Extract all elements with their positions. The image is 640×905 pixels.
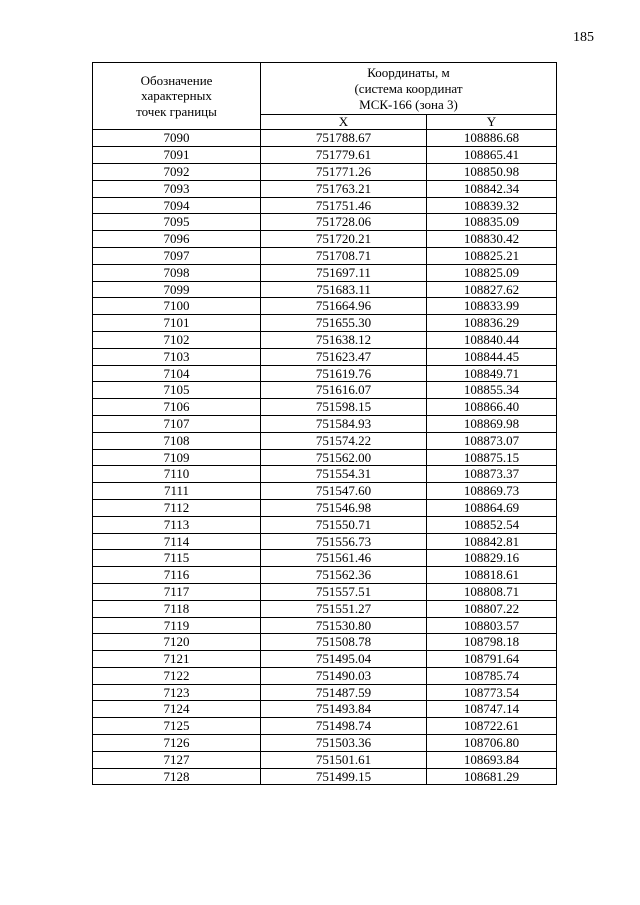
y-coordinate-cell: 108833.99 [427, 298, 557, 315]
point-id-cell: 7096 [93, 231, 261, 248]
table-row [93, 264, 557, 281]
x-coordinate-cell: 751616.07 [261, 382, 427, 399]
x-coordinate-cell: 751546.98 [261, 499, 427, 516]
x-coordinate-cell: 751498.74 [261, 718, 427, 735]
table-row [93, 180, 557, 197]
point-id-cell: 7107 [93, 415, 261, 432]
table-row [93, 348, 557, 365]
y-coordinate-cell: 108842.81 [427, 533, 557, 550]
y-coordinate-cell: 108747.14 [427, 701, 557, 718]
table-row [93, 466, 557, 483]
table-row [93, 483, 557, 500]
point-id-cell: 7092 [93, 163, 261, 180]
table-row [93, 298, 557, 315]
table-row [93, 516, 557, 533]
point-id-cell: 7106 [93, 399, 261, 416]
point-id-cell: 7109 [93, 449, 261, 466]
x-coordinate-cell: 751683.11 [261, 281, 427, 298]
y-coordinate-cell: 108840.44 [427, 331, 557, 348]
x-coordinate-cell: 751771.26 [261, 163, 427, 180]
y-coordinate-cell: 108873.37 [427, 466, 557, 483]
table-row [93, 315, 557, 332]
x-coordinate-cell: 751503.36 [261, 735, 427, 752]
table-row [93, 214, 557, 231]
y-coordinate-cell: 108849.71 [427, 365, 557, 382]
x-coordinate-cell: 751487.59 [261, 684, 427, 701]
x-coordinate-cell: 751697.11 [261, 264, 427, 281]
point-id-cell: 7123 [93, 684, 261, 701]
table-row [93, 130, 557, 147]
point-id-cell: 7097 [93, 247, 261, 264]
y-coordinate-cell: 108706.80 [427, 735, 557, 752]
y-coordinate-cell: 108855.34 [427, 382, 557, 399]
header-point-designation: Обозначение характерных точек границы [93, 63, 261, 130]
point-id-cell: 7128 [93, 768, 261, 785]
x-coordinate-cell: 751584.93 [261, 415, 427, 432]
point-id-cell: 7117 [93, 583, 261, 600]
point-id-cell: 7098 [93, 264, 261, 281]
x-coordinate-cell: 751550.71 [261, 516, 427, 533]
point-id-cell: 7105 [93, 382, 261, 399]
table-row [93, 197, 557, 214]
table-row [93, 231, 557, 248]
x-coordinate-cell: 751556.73 [261, 533, 427, 550]
header-coordinates: Координаты, м (система координат МСК-166 (зона 3) [261, 63, 557, 115]
x-coordinate-cell: 751490.03 [261, 667, 427, 684]
point-id-cell: 7122 [93, 667, 261, 684]
point-id-cell: 7120 [93, 634, 261, 651]
point-id-cell: 7090 [93, 130, 261, 147]
y-coordinate-cell: 108852.54 [427, 516, 557, 533]
page-number: 185 [573, 30, 594, 45]
x-coordinate-cell: 751788.67 [261, 130, 427, 147]
table-row [93, 583, 557, 600]
point-id-cell: 7119 [93, 617, 261, 634]
x-coordinate-cell: 751499.15 [261, 768, 427, 785]
y-coordinate-cell: 108869.73 [427, 483, 557, 500]
table-row [93, 432, 557, 449]
table-row [93, 365, 557, 382]
table-row [93, 163, 557, 180]
point-id-cell: 7108 [93, 432, 261, 449]
table-row [93, 701, 557, 718]
y-coordinate-cell: 108785.74 [427, 667, 557, 684]
table-row [93, 768, 557, 785]
table-row [93, 567, 557, 584]
point-id-cell: 7101 [93, 315, 261, 332]
table-row [93, 684, 557, 701]
y-coordinate-cell: 108875.15 [427, 449, 557, 466]
point-id-cell: 7112 [93, 499, 261, 516]
y-coordinate-cell: 108866.40 [427, 399, 557, 416]
y-coordinate-cell: 108825.09 [427, 264, 557, 281]
y-coordinate-cell: 108798.18 [427, 634, 557, 651]
table-row [93, 533, 557, 550]
point-id-cell: 7127 [93, 751, 261, 768]
y-coordinate-cell: 108818.61 [427, 567, 557, 584]
x-coordinate-cell: 751623.47 [261, 348, 427, 365]
x-coordinate-cell: 751562.00 [261, 449, 427, 466]
point-id-cell: 7118 [93, 600, 261, 617]
coordinates-table [92, 62, 557, 785]
table-body [93, 130, 557, 785]
x-coordinate-cell: 751751.46 [261, 197, 427, 214]
y-coordinate-cell: 108825.21 [427, 247, 557, 264]
y-coordinate-cell: 108791.64 [427, 651, 557, 668]
x-coordinate-cell: 751598.15 [261, 399, 427, 416]
y-coordinate-cell: 108808.71 [427, 583, 557, 600]
y-coordinate-cell: 108839.32 [427, 197, 557, 214]
point-id-cell: 7116 [93, 567, 261, 584]
x-coordinate-cell: 751763.21 [261, 180, 427, 197]
y-coordinate-cell: 108842.34 [427, 180, 557, 197]
point-id-cell: 7099 [93, 281, 261, 298]
point-id-cell: 7113 [93, 516, 261, 533]
x-coordinate-cell: 751728.06 [261, 214, 427, 231]
y-coordinate-cell: 108807.22 [427, 600, 557, 617]
table-row [93, 449, 557, 466]
x-coordinate-cell: 751547.60 [261, 483, 427, 500]
x-coordinate-cell: 751493.84 [261, 701, 427, 718]
y-coordinate-cell: 108886.68 [427, 130, 557, 147]
y-coordinate-cell: 108835.09 [427, 214, 557, 231]
y-coordinate-cell: 108865.41 [427, 147, 557, 164]
y-coordinate-cell: 108830.42 [427, 231, 557, 248]
x-coordinate-cell: 751619.76 [261, 365, 427, 382]
header-x: X [261, 115, 427, 130]
x-coordinate-cell: 751561.46 [261, 550, 427, 567]
table-row [93, 281, 557, 298]
x-coordinate-cell: 751638.12 [261, 331, 427, 348]
table-row [93, 718, 557, 735]
table-row [93, 331, 557, 348]
table-row [93, 550, 557, 567]
table-row [93, 382, 557, 399]
y-coordinate-cell: 108681.29 [427, 768, 557, 785]
point-id-cell: 7114 [93, 533, 261, 550]
point-id-cell: 7100 [93, 298, 261, 315]
table-row [93, 751, 557, 768]
y-coordinate-cell: 108827.62 [427, 281, 557, 298]
table-row [93, 415, 557, 432]
point-id-cell: 7126 [93, 735, 261, 752]
point-id-cell: 7093 [93, 180, 261, 197]
table-row [93, 667, 557, 684]
y-coordinate-cell: 108829.16 [427, 550, 557, 567]
table-row [93, 247, 557, 264]
point-id-cell: 7115 [93, 550, 261, 567]
y-coordinate-cell: 108693.84 [427, 751, 557, 768]
y-coordinate-cell: 108836.29 [427, 315, 557, 332]
point-id-cell: 7091 [93, 147, 261, 164]
y-coordinate-cell: 108803.57 [427, 617, 557, 634]
table-row [93, 651, 557, 668]
y-coordinate-cell: 108864.69 [427, 499, 557, 516]
table-row [93, 735, 557, 752]
x-coordinate-cell: 751779.61 [261, 147, 427, 164]
y-coordinate-cell: 108773.54 [427, 684, 557, 701]
x-coordinate-cell: 751495.04 [261, 651, 427, 668]
x-coordinate-cell: 751720.21 [261, 231, 427, 248]
x-coordinate-cell: 751557.51 [261, 583, 427, 600]
x-coordinate-cell: 751664.96 [261, 298, 427, 315]
table-row [93, 617, 557, 634]
table-row [93, 634, 557, 651]
point-id-cell: 7095 [93, 214, 261, 231]
y-coordinate-cell: 108873.07 [427, 432, 557, 449]
x-coordinate-cell: 751508.78 [261, 634, 427, 651]
y-coordinate-cell: 108850.98 [427, 163, 557, 180]
x-coordinate-cell: 751655.30 [261, 315, 427, 332]
table-row [93, 399, 557, 416]
point-id-cell: 7103 [93, 348, 261, 365]
x-coordinate-cell: 751708.71 [261, 247, 427, 264]
table-row [93, 600, 557, 617]
table-row [93, 147, 557, 164]
x-coordinate-cell: 751554.31 [261, 466, 427, 483]
x-coordinate-cell: 751551.27 [261, 600, 427, 617]
y-coordinate-cell: 108722.61 [427, 718, 557, 735]
y-coordinate-cell: 108869.98 [427, 415, 557, 432]
y-coordinate-cell: 108844.45 [427, 348, 557, 365]
point-id-cell: 7121 [93, 651, 261, 668]
point-id-cell: 7125 [93, 718, 261, 735]
table-row [93, 499, 557, 516]
x-coordinate-cell: 751562.36 [261, 567, 427, 584]
point-id-cell: 7111 [93, 483, 261, 500]
point-id-cell: 7110 [93, 466, 261, 483]
x-coordinate-cell: 751574.22 [261, 432, 427, 449]
x-coordinate-cell: 751501.61 [261, 751, 427, 768]
point-id-cell: 7094 [93, 197, 261, 214]
header-y: Y [427, 115, 557, 130]
point-id-cell: 7104 [93, 365, 261, 382]
x-coordinate-cell: 751530.80 [261, 617, 427, 634]
point-id-cell: 7124 [93, 701, 261, 718]
point-id-cell: 7102 [93, 331, 261, 348]
